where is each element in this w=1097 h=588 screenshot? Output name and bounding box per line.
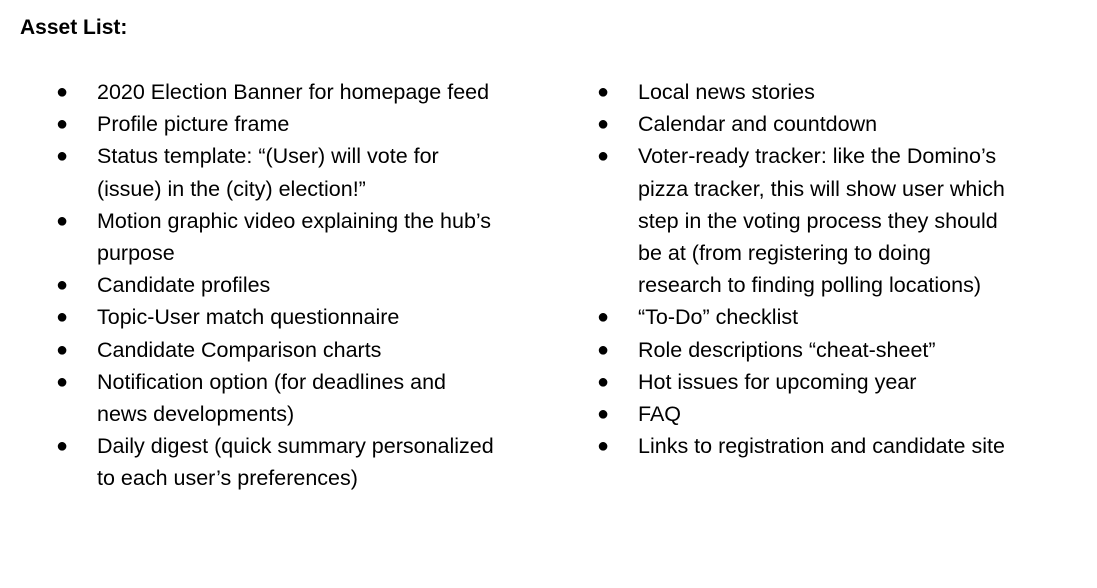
bullet-icon: ● [597,81,610,103]
bullet-icon: ● [597,113,610,136]
list-item [597,140,1017,301]
asset-list-right-column [597,76,1017,462]
list-item-text: Voter-ready tracker: like the Domino’s pizza tracker, this will show user which step in the voting process they should be at (from registering to doing research to finding polling locations) [638,144,1005,298]
list-item [597,76,1017,108]
list-item-text: Motion graphic video explaining the hub’s purpose [97,208,492,266]
bullet-icon: ● [597,306,610,329]
list-item [56,334,496,366]
list-item [597,334,1017,366]
bullet-icon: ● [597,370,610,393]
bullet-icon: ● [56,435,69,458]
bullet-icon: ● [597,145,610,168]
bullet-icon: ● [56,338,69,361]
bullet-icon: ● [56,274,69,297]
list-item-text: Notification option (for deadlines and news developments) [97,369,446,427]
list-item-text: Links to registration and candidate site [638,434,1005,459]
list-item [597,398,1017,430]
list-item-text: FAQ [638,402,682,427]
asset-list-left-column [56,76,496,495]
list-item [56,108,496,140]
bullet-icon: ● [597,403,610,426]
list-item-text: Calendar and countdown [638,112,878,137]
bullet-icon: ● [56,306,69,329]
list-item [56,76,496,108]
bullet-icon: ● [597,338,610,361]
list-item-text: Candidate Comparison charts [97,337,382,362]
list-item [56,140,496,204]
list-item [56,366,496,430]
list-item [597,366,1017,398]
bullet-icon: ● [56,81,69,103]
bullet-icon: ● [597,435,610,458]
list-item [56,301,496,333]
list-item-text: Daily digest (quick summary personalized to each user’s preferences) [97,434,494,491]
list-item-text: “To-Do” checklist [638,305,799,330]
list-item-text: Local news stories [638,80,815,104]
list-item [597,301,1017,333]
bullet-icon: ● [56,145,69,168]
bullet-icon: ● [56,370,69,393]
list-item [56,269,496,301]
list-item-text: Profile picture frame [97,112,290,137]
bullet-icon: ● [56,209,69,232]
bullet-icon: ● [56,113,69,136]
list-item [597,430,1017,462]
list-item-text: 2020 Election Banner for homepage feed [97,80,490,104]
list-item [56,205,496,269]
list-item-text: Topic-User match questionnaire [97,305,400,330]
list-item [56,430,496,494]
list-item-text: Role descriptions “cheat-sheet” [638,337,936,362]
asset-list-heading: Asset List: [20,16,128,39]
list-item-text: Status template: “(User) will vote for (issue) in the (city) election!” [97,144,439,201]
list-item-text: Hot issues for upcoming year [638,369,917,394]
list-item-text: Candidate profiles [97,273,271,298]
list-item [597,108,1017,140]
